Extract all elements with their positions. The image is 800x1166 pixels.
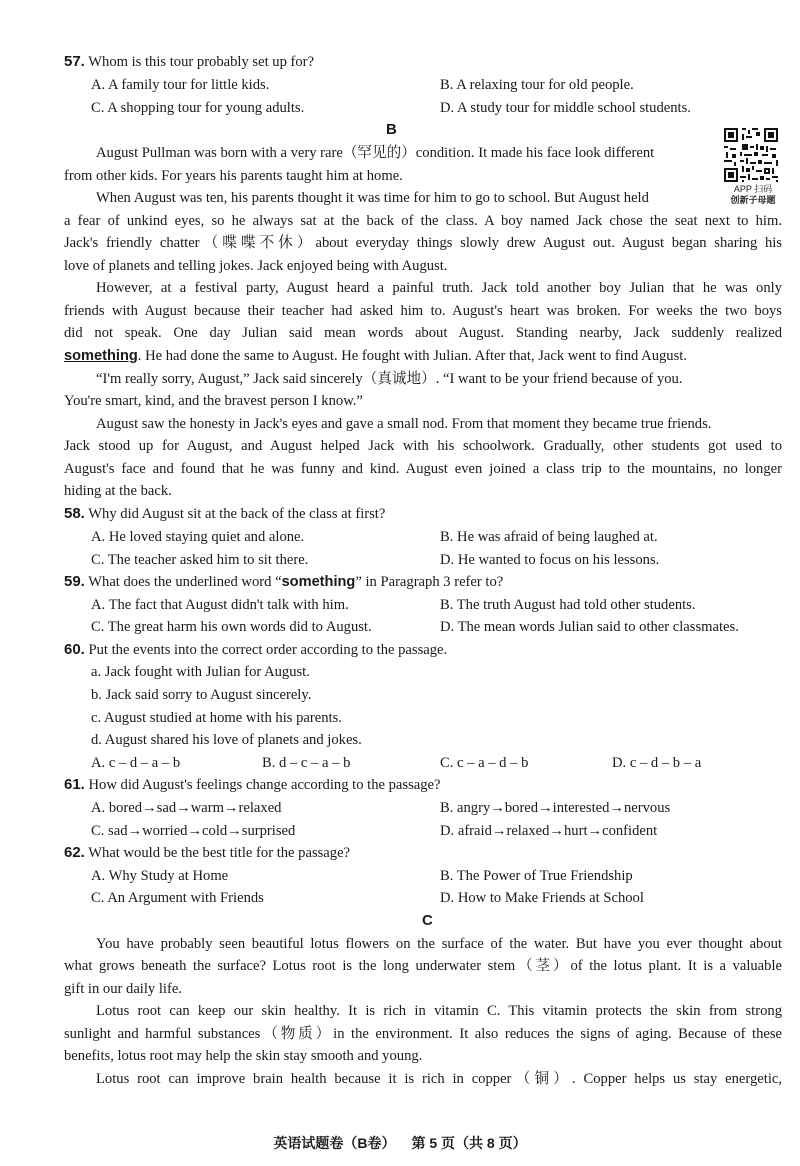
question-61: [64, 774, 441, 797]
passage-b-line: hiding at the back.: [64, 483, 172, 499]
question-58: [64, 503, 385, 526]
question-57: [64, 51, 314, 74]
question-text: ” in Paragraph 3 refer to?: [355, 574, 504, 590]
question-60: [64, 639, 447, 662]
passage-b-line: Jack stood up for August, and August helped Jack with his schoolwork. Gradually, other students got used to: [64, 438, 782, 454]
passage-c-line: gift in our daily life.: [64, 981, 182, 997]
event-d: d. August shared his love of planets and jokes.: [91, 732, 362, 748]
question-number: 58.: [64, 505, 85, 522]
question-number: 59.: [64, 573, 85, 590]
question-62: [64, 842, 350, 865]
passage-b-line: something. He had done the same to August. He fought with Julian. After that, Jack went to find August.: [64, 348, 687, 364]
event-c: c. August studied at home with his parents.: [91, 710, 342, 726]
question-number: 62.: [64, 844, 85, 861]
option-60b: B. d – c – a – b: [262, 755, 351, 771]
question-text: What does the underlined word “: [88, 574, 282, 590]
passage-c-line: Lotus root can keep our skin healthy. It is rich in vitamin C. This vitamin protects the skin from strong: [96, 1003, 782, 1019]
option-60a: A. c – d – a – b: [91, 755, 181, 771]
qr-caption: [718, 184, 788, 206]
option-62b: B. The Power of True Friendship: [440, 868, 633, 884]
passage-b-line: “I'm really sorry, August,” Jack said sincerely（真诚地）. “I want to be your friend because of you.: [96, 371, 683, 387]
passage-b-line: August's face and found that he was funny and kind. August even joined a class trip to the mountains, no longer: [64, 461, 782, 477]
question-text: Put the events into the correct order according to the passage.: [88, 642, 448, 658]
passage-b-line: a fear of unkind eyes, so he always sat at the back of the class. A boy named Jack chose the seat next to him.: [64, 213, 782, 229]
option-61c: C. sad→worried→cold→surprised: [91, 823, 296, 839]
passage-c-line: Lotus root can improve brain health because it is rich in copper（铜）. Copper helps us stay energetic,: [96, 1071, 782, 1087]
option-62d: D. How to Make Friends at School: [440, 890, 644, 906]
option-57a: A. A family tour for little kids.: [91, 77, 270, 93]
option-59b: B. The truth August had told other students.: [440, 597, 696, 613]
option-62a: A. Why Study at Home: [91, 868, 229, 884]
passage-b-line: from other kids. For years his parents taught him at home.: [64, 168, 403, 184]
passage-b-line: You're smart, kind, and the bravest person I know.”: [64, 393, 363, 409]
option-62c: C. An Argument with Friends: [91, 890, 264, 906]
passage-b-line: friends with August because their teacher had asked him to. August's heart was broken. For weeks the two boys: [64, 303, 782, 319]
option-59c: C. The great harm his own words did to August.: [91, 619, 372, 635]
question-number: 57.: [64, 53, 85, 70]
question-keyword: something: [281, 574, 356, 590]
question-text: Whom is this tour probably set up for?: [88, 54, 315, 70]
event-b: b. Jack said sorry to August sincerely.: [91, 687, 312, 703]
passage-b-line: Jack's friendly chatter（喋喋不休）about everyday things slowly drew August out. August began sharing his: [64, 235, 782, 251]
passage-c-line: You have probably seen beautiful lotus flowers on the surface of the water. But have you ever thought about: [96, 936, 782, 952]
underlined-word: something: [64, 348, 138, 364]
option-58d: D. He wanted to focus on his lessons.: [440, 552, 660, 568]
qr-code-icon[interactable]: [722, 126, 780, 184]
option-57b: B. A relaxing tour for old people.: [440, 77, 634, 93]
option-58b: B. He was afraid of being laughed at.: [440, 529, 658, 545]
event-a: a. Jack fought with Julian for August.: [91, 664, 310, 680]
question-text: How did August's feelings change according to the passage?: [88, 777, 441, 793]
option-58a: A. He loved staying quiet and alone.: [91, 529, 305, 545]
passage-c-line: sunlight and harmful substances（物质）in the environment. It also reduces the signs of aging. Because of these: [64, 1026, 782, 1042]
exam-title: 英语试题卷（B卷）: [273, 1135, 396, 1151]
passage-b-line: did not speak. One day Julian said mean words about August. Standing nearby, Jack suddenly realized: [64, 325, 782, 341]
option-61d: D. afraid→relaxed→hurt→confident: [440, 823, 658, 839]
passage-b-line: However, at a festival party, August heard a painful truth. Jack told another boy Julian that he was only: [96, 280, 782, 296]
page-footer: [0, 1132, 800, 1155]
qr-caption-line: APP 扫码: [733, 184, 773, 194]
option-61a: A. bored→sad→warm→relaxed: [91, 800, 282, 816]
question-59: [64, 571, 503, 594]
question-number: 60.: [64, 641, 85, 658]
passage-b-line: love of planets and telling jokes. Jack enjoyed being with August.: [64, 258, 448, 274]
option-60d: D. c – d – b – a: [612, 755, 702, 771]
option-60c: C. c – a – d – b: [440, 755, 529, 771]
passage-b-line: August saw the honesty in Jack's eyes and gave a small nod. From that moment they became true friends.: [96, 416, 712, 432]
option-57d: D. A study tour for middle school students.: [440, 100, 691, 116]
option-61b: B. angry→bored→interested→nervous: [440, 800, 671, 816]
question-number: 61.: [64, 776, 85, 793]
passage-b-text: He had done the same to August. He fought with Julian. After that, Jack went to find August.: [145, 348, 687, 364]
qr-caption-line: 创新子母题: [730, 195, 776, 205]
page-number: 第 5 页（共 8 页）: [411, 1135, 527, 1151]
section-heading-c: C: [422, 912, 433, 929]
option-57c: C. A shopping tour for young adults.: [91, 100, 305, 116]
option-59a: A. The fact that August didn't talk with him.: [91, 597, 349, 613]
option-59d: D. The mean words Julian said to other classmates.: [440, 619, 739, 635]
passage-b-line: August Pullman was born with a very rare（罕见的）condition. It made his face look different: [96, 145, 655, 161]
option-58c: C. The teacher asked him to sit there.: [91, 552, 309, 568]
question-text: Why did August sit at the back of the class at first?: [88, 506, 386, 522]
passage-b-line: When August was ten, his parents thought it was time for him to go to school. But August held: [96, 190, 649, 206]
section-heading-b: B: [386, 121, 397, 138]
passage-c-line: what grows beneath the surface? Lotus root is the long underwater stem（茎）of the lotus plant. It is a valuable: [64, 958, 782, 974]
question-text: What would be the best title for the passage?: [88, 845, 351, 861]
passage-c-line: benefits, lotus root may help the skin stay smooth and young.: [64, 1048, 423, 1064]
